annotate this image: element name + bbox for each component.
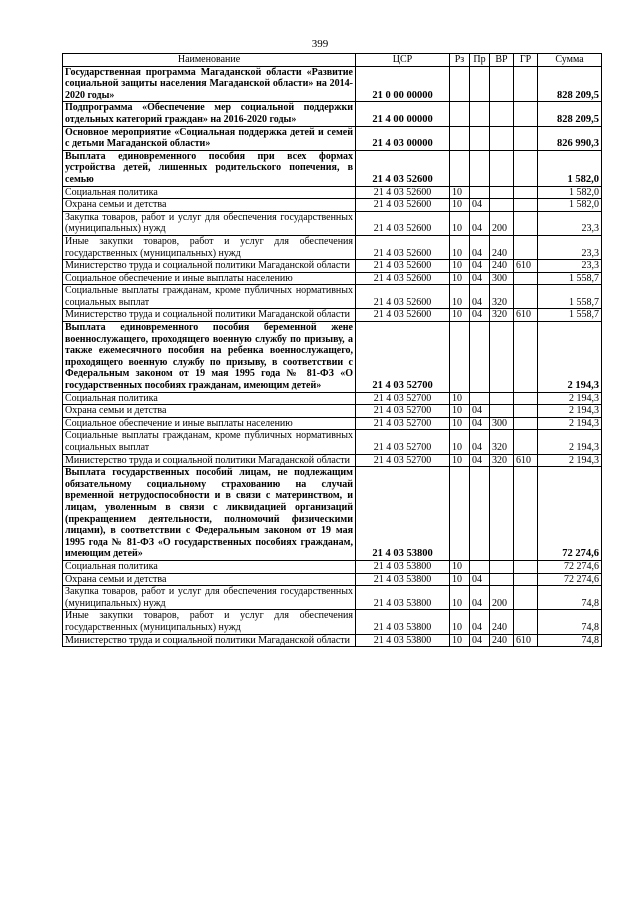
cell-csr: 21 4 03 00000 [356,126,450,150]
cell-vr: 240 [490,260,514,273]
cell-vr [490,405,514,418]
cell-vr: 320 [490,454,514,467]
table-row [63,186,602,199]
cell-vr: 320 [490,309,514,322]
cell-pr [470,560,490,573]
cell-sum: 2 194,3 [538,322,602,393]
cell-gr [514,417,538,430]
cell-sum: 1 582,0 [538,150,602,186]
table-row [63,211,602,235]
cell-pr: 04 [470,405,490,418]
cell-csr: 21 4 03 52600 [356,186,450,199]
cell-rz: 10 [450,417,470,430]
cell-name: Иные закупки товаров, работ и услуг для обеспечения государственных (муниципальных) нужд [63,235,356,259]
cell-sum: 1 558,7 [538,309,602,322]
cell-rz: 10 [450,272,470,285]
column-header-csr: ЦСР [356,54,450,67]
cell-rz: 10 [450,573,470,586]
table-row [63,235,602,259]
cell-rz: 10 [450,211,470,235]
cell-pr: 04 [470,417,490,430]
cell-gr [514,272,538,285]
table-row [63,126,602,150]
cell-name: Охрана семьи и детства [63,573,356,586]
cell-csr: 21 4 03 52600 [356,272,450,285]
table-row [63,467,602,561]
cell-rz: 10 [450,430,470,454]
cell-name: Закупка товаров, работ и услуг для обеспечения государственных (муниципальных) нужд [63,586,356,610]
cell-vr [490,560,514,573]
cell-gr: 610 [514,309,538,322]
cell-vr [490,199,514,212]
cell-name: Выплата единовременного пособия беременной жене военнослужащего, проходящего военную службу по призыву, а также ежемесячного пособия на ребенка военнослужащего, проходящего военную службу по призыву, в соответствии с Федеральным законом от 19 мая 1995 года № 81-ФЗ «О государственных пособиях гражданам, имеющим детей» [63,322,356,393]
cell-csr: 21 4 03 52600 [356,309,450,322]
cell-name: Министерство труда и социальной политики Магаданской области [63,634,356,647]
cell-sum: 1 558,7 [538,272,602,285]
cell-csr: 21 4 00 00000 [356,102,450,126]
cell-pr: 04 [470,573,490,586]
table-row [63,573,602,586]
cell-csr: 21 4 03 52600 [356,199,450,212]
column-header-rz: Рз [450,54,470,67]
table-row [63,150,602,186]
column-header-gr: ГР [514,54,538,67]
cell-rz: 10 [450,199,470,212]
cell-csr: 21 4 03 52700 [356,417,450,430]
header-row [63,54,602,67]
cell-sum: 1 558,7 [538,285,602,309]
table-row [63,454,602,467]
cell-sum: 2 194,3 [538,417,602,430]
cell-name: Иные закупки товаров, работ и услуг для обеспечения государственных (муниципальных) нужд [63,610,356,634]
cell-sum: 23,3 [538,235,602,259]
cell-csr: 21 4 03 53800 [356,467,450,561]
cell-gr [514,573,538,586]
cell-vr [490,66,514,102]
table-row [63,417,602,430]
cell-vr [490,102,514,126]
cell-pr [470,467,490,561]
cell-name: Охрана семьи и детства [63,405,356,418]
cell-name: Социальные выплаты гражданам, кроме публичных нормативных социальных выплат [63,285,356,309]
cell-pr: 04 [470,430,490,454]
cell-csr: 21 4 03 53800 [356,634,450,647]
cell-rz: 10 [450,560,470,573]
cell-rz: 10 [450,235,470,259]
cell-gr [514,322,538,393]
cell-vr [490,573,514,586]
cell-sum: 72 274,6 [538,467,602,561]
cell-vr [490,186,514,199]
cell-pr [470,126,490,150]
cell-rz [450,150,470,186]
table-row [63,199,602,212]
cell-rz: 10 [450,285,470,309]
table-row [63,405,602,418]
table-row [63,322,602,393]
cell-gr [514,586,538,610]
cell-csr: 21 4 03 52600 [356,150,450,186]
table-row [63,430,602,454]
cell-pr: 04 [470,260,490,273]
cell-gr [514,430,538,454]
cell-gr [514,102,538,126]
cell-name: Министерство труда и социальной политики Магаданской области [63,260,356,273]
cell-sum: 2 194,3 [538,392,602,405]
cell-gr [514,392,538,405]
cell-csr: 21 4 03 52700 [356,454,450,467]
cell-rz [450,102,470,126]
column-header-name: Наименование [63,54,356,67]
table-row [63,260,602,273]
cell-pr: 04 [470,634,490,647]
cell-name: Выплата единовременного пособия при всех формах устройства детей, лишенных родительского попечения, в семью [63,150,356,186]
table-row [63,102,602,126]
cell-csr: 21 4 03 52700 [356,392,450,405]
cell-sum: 72 274,6 [538,573,602,586]
cell-sum: 2 194,3 [538,454,602,467]
column-header-pr: Пр [470,54,490,67]
cell-pr [470,150,490,186]
cell-sum: 2 194,3 [538,405,602,418]
cell-vr [490,467,514,561]
cell-pr: 04 [470,586,490,610]
cell-pr: 04 [470,235,490,259]
cell-gr [514,560,538,573]
table-row [63,272,602,285]
cell-vr: 300 [490,417,514,430]
cell-csr: 21 4 03 52600 [356,211,450,235]
cell-pr [470,102,490,126]
cell-vr: 300 [490,272,514,285]
cell-name: Закупка товаров, работ и услуг для обеспечения государственных (муниципальных) нужд [63,211,356,235]
page-number: 399 [311,38,329,50]
cell-sum: 74,8 [538,610,602,634]
cell-vr: 200 [490,586,514,610]
table-row [63,560,602,573]
cell-gr [514,186,538,199]
cell-vr [490,322,514,393]
cell-pr: 04 [470,199,490,212]
cell-vr: 320 [490,285,514,309]
cell-gr [514,199,538,212]
cell-gr [514,235,538,259]
cell-csr: 21 4 03 52600 [356,260,450,273]
cell-name: Подпрограмма «Обеспечение мер социальной поддержки отдельных категорий граждан» на 2016-2020 годы» [63,102,356,126]
cell-gr [514,405,538,418]
cell-name: Социальное обеспечение и иные выплаты населению [63,417,356,430]
cell-vr: 200 [490,211,514,235]
column-header-vr: ВР [490,54,514,67]
table-row [63,309,602,322]
cell-name: Социальные выплаты гражданам, кроме публичных нормативных социальных выплат [63,430,356,454]
cell-rz [450,66,470,102]
cell-gr [514,66,538,102]
cell-gr: 610 [514,260,538,273]
cell-name: Выплата государственных пособий лицам, не подлежащим обязательному социальному страхованию на случай временной нетрудоспособности и в связи с материнством, и лицам, уволенным в связи с ликвидацией организаций (прекращением деятельности, полномочий физическими лицами), в соответствии с Федеральным законом от 19 мая 1995 года № 81-ФЗ «О государственных пособиях гражданам, имеющим детей» [63,467,356,561]
cell-sum: 74,8 [538,586,602,610]
cell-rz: 10 [450,634,470,647]
cell-name: Министерство труда и социальной политики Магаданской области [63,454,356,467]
cell-csr: 21 4 03 53800 [356,560,450,573]
cell-gr [514,150,538,186]
cell-rz: 10 [450,454,470,467]
cell-pr: 04 [470,285,490,309]
cell-rz: 10 [450,610,470,634]
cell-rz: 10 [450,309,470,322]
cell-pr: 04 [470,454,490,467]
table-row [63,66,602,102]
cell-gr: 610 [514,454,538,467]
cell-rz: 10 [450,260,470,273]
cell-name: Социальная политика [63,560,356,573]
cell-rz: 10 [450,405,470,418]
cell-sum: 828 209,5 [538,102,602,126]
cell-vr: 240 [490,634,514,647]
cell-vr [490,126,514,150]
cell-pr: 04 [470,211,490,235]
cell-csr: 21 4 03 52600 [356,285,450,309]
cell-sum: 74,8 [538,634,602,647]
cell-name: Социальная политика [63,186,356,199]
cell-pr [470,186,490,199]
cell-csr: 21 4 03 53800 [356,586,450,610]
cell-vr [490,392,514,405]
cell-sum: 23,3 [538,211,602,235]
cell-rz [450,467,470,561]
cell-rz [450,126,470,150]
cell-pr: 04 [470,610,490,634]
cell-name: Основное мероприятие «Социальная поддержка детей и семей с детьми Магаданской области» [63,126,356,150]
cell-gr [514,211,538,235]
cell-gr [514,285,538,309]
cell-sum: 23,3 [538,260,602,273]
cell-pr [470,322,490,393]
cell-sum: 826 990,3 [538,126,602,150]
cell-sum: 1 582,0 [538,199,602,212]
cell-rz: 10 [450,186,470,199]
cell-csr: 21 4 03 52600 [356,235,450,259]
table-row [63,392,602,405]
cell-gr [514,126,538,150]
cell-pr [470,392,490,405]
table-row [63,285,602,309]
cell-csr: 21 4 03 53800 [356,610,450,634]
cell-name: Министерство труда и социальной политики Магаданской области [63,309,356,322]
cell-rz: 10 [450,586,470,610]
cell-pr [470,66,490,102]
cell-pr: 04 [470,309,490,322]
table-row [63,610,602,634]
cell-rz [450,322,470,393]
cell-vr: 240 [490,610,514,634]
cell-name: Охрана семьи и детства [63,199,356,212]
cell-csr: 21 4 03 52700 [356,322,450,393]
cell-name: Социальное обеспечение и иные выплаты населению [63,272,356,285]
cell-sum: 2 194,3 [538,430,602,454]
cell-csr: 21 4 03 52700 [356,430,450,454]
cell-gr [514,610,538,634]
cell-rz: 10 [450,392,470,405]
budget-table [62,53,602,647]
cell-vr [490,150,514,186]
table-row [63,586,602,610]
column-header-sum: Сумма [538,54,602,67]
cell-name: Социальная политика [63,392,356,405]
cell-sum: 72 274,6 [538,560,602,573]
cell-sum: 828 209,5 [538,66,602,102]
table-row [63,634,602,647]
cell-csr: 21 4 03 53800 [356,573,450,586]
cell-vr: 240 [490,235,514,259]
cell-csr: 21 0 00 00000 [356,66,450,102]
cell-name: Государственная программа Магаданской области «Развитие социальной защиты населения Магаданской области» на 2014-2020 годы» [63,66,356,102]
cell-pr: 04 [470,272,490,285]
cell-sum: 1 582,0 [538,186,602,199]
cell-gr: 610 [514,634,538,647]
cell-csr: 21 4 03 52700 [356,405,450,418]
cell-gr [514,467,538,561]
cell-vr: 320 [490,430,514,454]
